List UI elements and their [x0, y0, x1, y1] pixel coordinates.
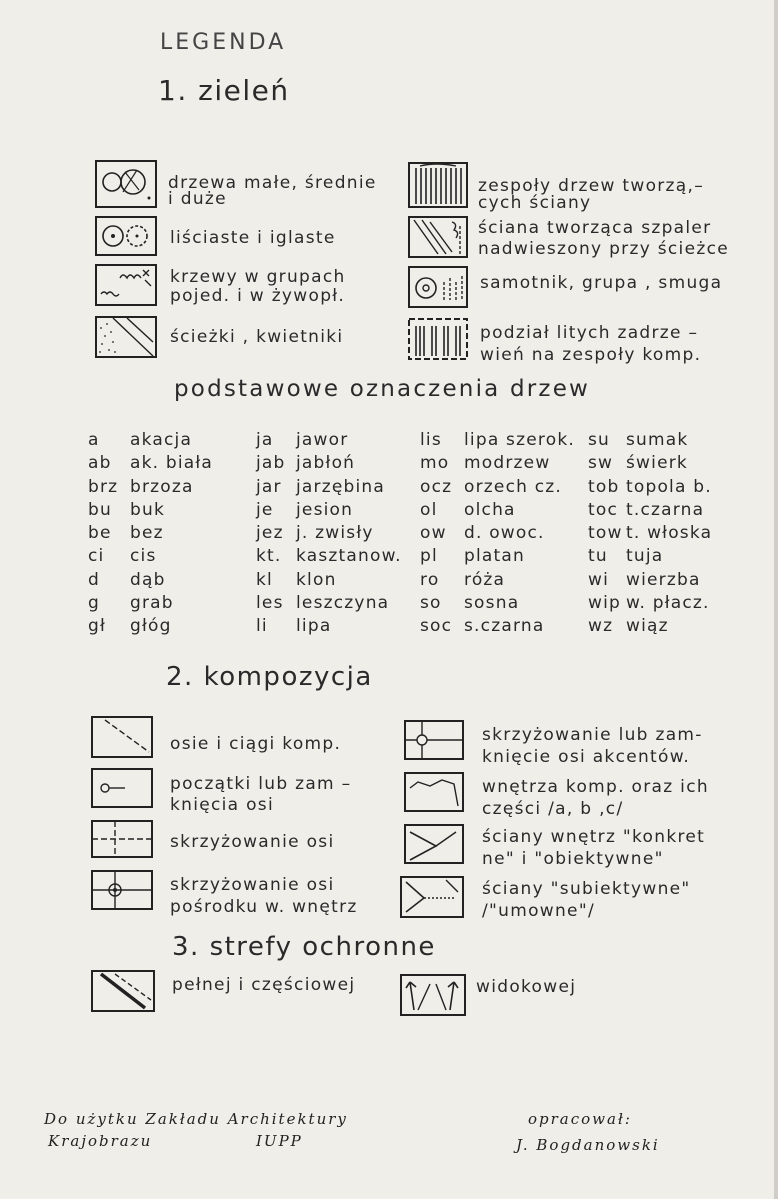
trees-column-4 [588, 429, 712, 639]
tree-row [420, 429, 575, 452]
tree-name: d. owoc. [464, 523, 545, 544]
tree-abbr: pl [420, 546, 438, 567]
s2-item5-line1: skrzyżowanie lub zam- [482, 725, 703, 745]
tree-row [588, 522, 712, 545]
tree-row [420, 522, 575, 545]
tree-name: róża [464, 569, 506, 590]
axis-crossing-icon [91, 820, 153, 858]
tree-abbr: d [88, 569, 100, 590]
tree-row [88, 569, 213, 592]
trees-column-2 [256, 429, 402, 639]
view-zone-icon [400, 974, 466, 1016]
tree-row [88, 499, 213, 522]
tree-abbr: ro [420, 569, 440, 590]
s1-item4-line1: ścieżki , kwietniki [170, 327, 344, 347]
page-edge [774, 0, 778, 1199]
tree-abbr: jab [256, 453, 286, 474]
tree-abbr: ocz [420, 476, 453, 497]
accent-crossing-icon [404, 720, 464, 760]
s2-item3-line1: skrzyżowanie osi [170, 832, 335, 852]
section3-title: 3. strefy ochronne [172, 932, 436, 962]
tree-abbr: jar [256, 476, 282, 497]
tree-abbr: a [88, 430, 100, 450]
section1-title: 1. zieleń [158, 74, 290, 107]
tree-abbr: les [256, 593, 284, 614]
concrete-walls-icon [404, 824, 464, 864]
tree-abbr: jez [256, 523, 284, 544]
footer-left-line1: Do użytku Zakładu Architektury [44, 1110, 348, 1128]
tree-row [88, 545, 213, 568]
division-groups-icon [408, 318, 468, 360]
tree-row [588, 499, 712, 522]
solitary-group-strip-icon [408, 266, 468, 308]
tree-row [256, 545, 402, 568]
tree-name: brzoza [130, 476, 194, 497]
s2-item6-line2: części /a, b ,c/ [482, 799, 624, 819]
tree-abbr: tu [588, 546, 608, 567]
tree-row [588, 429, 712, 452]
tree-row [420, 569, 575, 592]
trees-column-3 [420, 429, 575, 639]
s2-item6-line1: wnętrza komp. oraz ich [482, 777, 709, 797]
trees-column-1 [88, 429, 213, 639]
tree-name: t. włoska [626, 523, 713, 544]
protection-zone-icon [91, 970, 155, 1012]
tree-abbr: ja [256, 430, 274, 450]
tree-name: głóg [130, 616, 172, 637]
tree-name: dąb [130, 569, 166, 590]
shrubs-icon [95, 264, 157, 306]
tree-name: świerk [626, 453, 688, 474]
s2-item2-line1: początki lub zam – [170, 774, 352, 794]
section2-title: 2. kompozycja [166, 662, 373, 692]
tree-row [588, 545, 712, 568]
tree-name: t.czarna [626, 499, 705, 520]
interiors-icon [404, 772, 464, 812]
tree-abbr: kt. [256, 546, 282, 567]
tree-abbr: toc [588, 499, 619, 520]
tree-name: w. płacz. [626, 593, 710, 614]
tree-row [420, 545, 575, 568]
tree-name: platan [464, 546, 525, 567]
tree-name: j. zwisły [296, 523, 374, 544]
tree-name: cis [130, 546, 157, 567]
tree-name: olcha [464, 499, 516, 520]
tree-name: sosna [464, 593, 520, 614]
tree-name: orzech cz. [464, 476, 562, 497]
s1-item7-line1: samotnik, grupa , smuga [480, 273, 723, 293]
tree-name: s.czarna [464, 616, 545, 637]
s1-item3-line1: krzewy w grupach [170, 267, 346, 287]
tree-abbr: mo [420, 453, 450, 474]
tree-row [588, 452, 712, 475]
tree-row [420, 452, 575, 475]
tree-abbr: bu [88, 499, 112, 520]
tree-abbr: wz [588, 616, 614, 637]
legend-title: LEGENDA [160, 30, 287, 55]
tree-name: sumak [626, 430, 689, 450]
tree-row [588, 615, 712, 638]
tree-row [88, 522, 213, 545]
tree-row [256, 592, 402, 615]
tree-row [420, 615, 575, 638]
axes-icon [91, 716, 153, 758]
s2-item4-line1: skrzyżowanie osi [170, 875, 335, 895]
tree-abbr: wi [588, 569, 610, 590]
tree-name: ak. biała [130, 453, 214, 474]
footer-right-line2: J. Bogdanowski [516, 1136, 660, 1154]
footer-left-line2b: IUPP [256, 1132, 303, 1150]
tree-abbr: tow [588, 523, 623, 544]
tree-row [588, 569, 712, 592]
tree-name: lipa [296, 616, 332, 637]
tree-groups-walls-icon [408, 162, 468, 208]
tree-name: jesion [296, 499, 354, 520]
tree-name: leszczyna [296, 593, 390, 614]
s2-item8-line2: /"umowne"/ [482, 901, 595, 921]
tree-name: akacja [130, 430, 193, 450]
s1-item2-line1: liściaste i iglaste [170, 228, 336, 248]
tree-name: grab [130, 593, 174, 614]
tree-row [420, 592, 575, 615]
tree-abbr: wip [588, 593, 622, 614]
s1-item6-line2: nadwieszony przy ścieżce [478, 239, 729, 259]
tree-abbr: ab [88, 453, 112, 474]
tree-name: topola b. [626, 476, 712, 497]
tree-abbr: tob [588, 476, 620, 497]
s2-item8-line1: ściany "subiektywne" [482, 879, 691, 899]
tree-abbr: be [88, 523, 112, 544]
tree-abbr: lis [420, 430, 442, 450]
tree-row [256, 452, 402, 475]
tree-row [88, 615, 213, 638]
axis-crossing-center-icon [91, 870, 153, 910]
tree-abbr: gł [88, 616, 107, 637]
tree-row [88, 452, 213, 475]
s2-item7-line1: ściany wnętrz "konkret [482, 827, 706, 847]
tree-abbr: ow [420, 523, 447, 544]
tree-name: jabłoń [296, 453, 356, 474]
tree-row [88, 476, 213, 499]
tree-name: jawor [296, 430, 349, 450]
subjective-walls-icon [400, 876, 464, 918]
s1-item5-line2: cych ściany [478, 193, 592, 213]
tree-row [420, 476, 575, 499]
s3-item1-line1: pełnej i częściowej [172, 975, 356, 995]
tree-name: bez [130, 523, 164, 544]
tree-row [588, 592, 712, 615]
tree-row [256, 522, 402, 545]
deciduous-conifer-icon [95, 216, 157, 256]
paths-flowerbeds-icon [95, 316, 157, 358]
s1-item1-line2: i duże [168, 189, 227, 209]
tree-row [420, 499, 575, 522]
s2-item4-line2: pośrodku w. wnętrz [170, 897, 358, 917]
tree-name: jarzębina [296, 476, 386, 497]
tree-name: kasztanow. [296, 546, 402, 567]
tree-name: lipa szerok. [464, 430, 575, 450]
tree-row [88, 429, 213, 452]
tree-row [256, 499, 402, 522]
s1-item8-line2: wień na zespoły komp. [480, 345, 702, 365]
footer-left-line2a: Krajobrazu [48, 1132, 153, 1150]
tree-row [256, 476, 402, 499]
tree-abbr: su [588, 430, 611, 450]
tree-abbr: brz [88, 476, 119, 497]
s1-item5-line1: zespoły drzew tworzą,– [478, 176, 705, 196]
tree-abbr: ol [420, 499, 438, 520]
s1-item6-line1: ściana tworząca szpaler [478, 218, 712, 238]
s1-item1-line1: drzewa małe, średnie [168, 173, 377, 193]
tree-row [588, 476, 712, 499]
s2-item7-line2: ne" i "obiektywne" [482, 849, 664, 869]
tree-abbr: g [88, 593, 100, 614]
hedgerow-wall-icon [408, 216, 468, 258]
s2-item5-line2: knięcie osi akcentów. [482, 747, 691, 767]
tree-abbr: li [256, 616, 268, 637]
s1-item3-line2: pojed. i w żywopł. [170, 286, 346, 306]
tree-abbr: je [256, 499, 274, 520]
tree-row [88, 592, 213, 615]
tree-abbr: kl [256, 569, 273, 590]
tree-row [256, 615, 402, 638]
s1-item8-line1: podział litych zadrze – [480, 323, 699, 343]
s2-item2-line2: knięcia osi [170, 795, 274, 815]
tree-abbr: sw [588, 453, 614, 474]
trees-size-icon [95, 160, 157, 208]
tree-abbr: so [420, 593, 442, 614]
tree-name: klon [296, 569, 337, 590]
tree-row [256, 429, 402, 452]
tree-name: tuja [626, 546, 664, 567]
s2-item1-line1: osie i ciągi komp. [170, 734, 342, 754]
tree-abbr: soc [420, 616, 453, 637]
tree-name: wiąz [626, 616, 669, 637]
axis-ends-icon [91, 768, 153, 808]
tree-name: wierzba [626, 569, 701, 590]
footer-right-line1: opracował: [528, 1110, 632, 1128]
tree-name: modrzew [464, 453, 551, 474]
tree-name: buk [130, 499, 166, 520]
tree-row [256, 569, 402, 592]
tree-abbr: ci [88, 546, 105, 567]
trees-title: podstawowe oznaczenia drzew [174, 376, 591, 402]
s3-item2-line1: widokowej [476, 977, 577, 997]
